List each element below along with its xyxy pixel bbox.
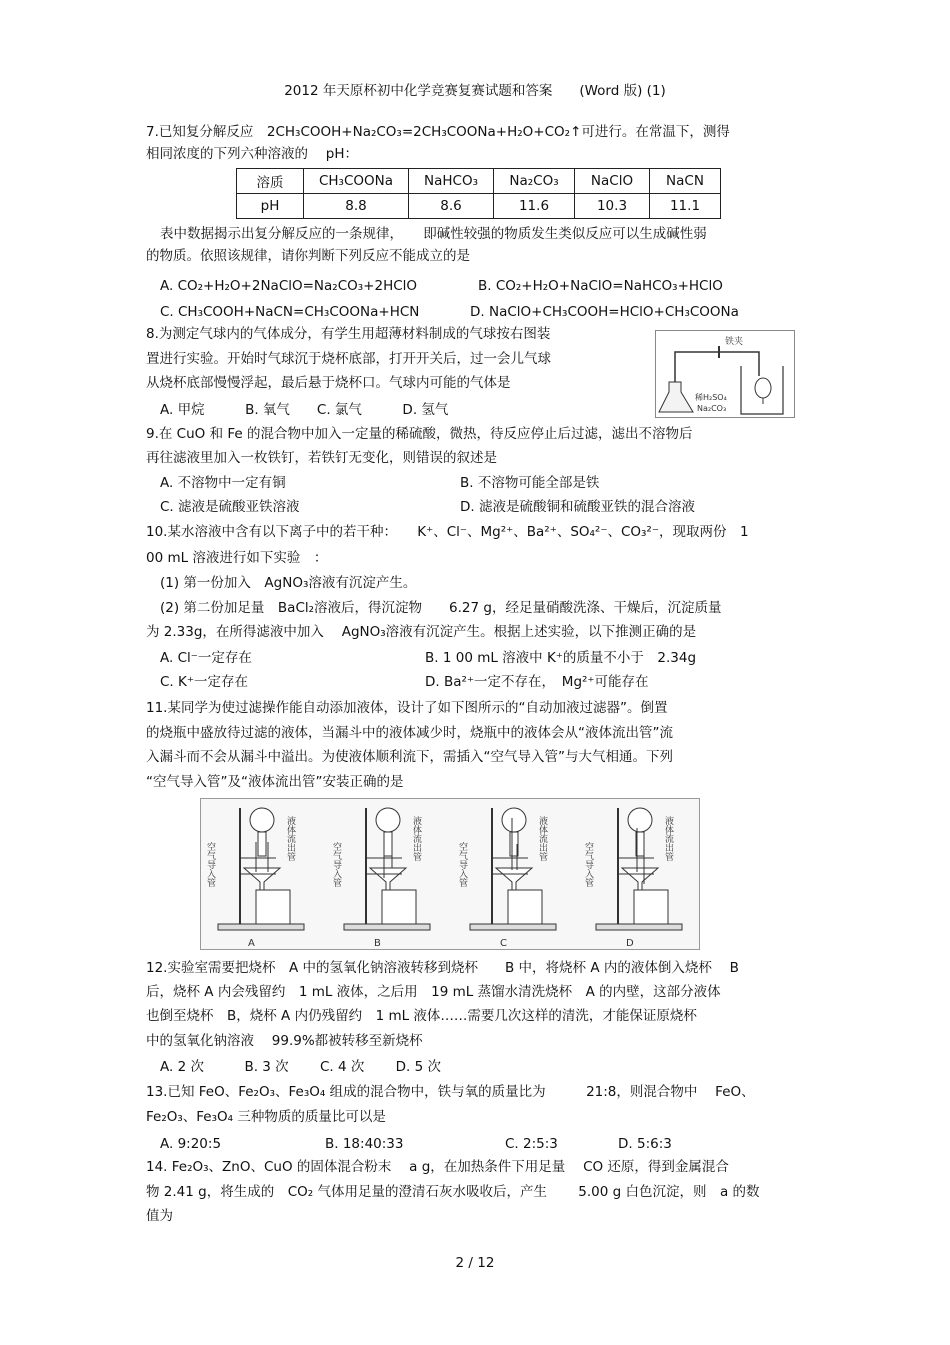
q13-option-b: B. 18:40:33	[325, 1136, 404, 1152]
q12-line2: 后，烧杯 A 内会残留约 1 mL 液体，之后用 19 mL 蒸馏水清洗烧杯 A 的内壁，这部分液体	[146, 984, 721, 1000]
balloon-apparatus-figure	[655, 330, 795, 418]
q8-line3: 从烧杯底部慢慢浮起，最后悬于烧杯口。气球内可能的气体是	[146, 375, 511, 391]
q7-line1: 7.已知复分解反应 2CH₃COOH+Na₂CO₃=2CH₃COONa+H₂O+CO₂↑可进行。在常温下，测得	[146, 124, 730, 140]
panel-label-b: B	[374, 938, 381, 949]
q13-line2: Fe₂O₃、Fe₃O₄ 三种物质的质量比可以是	[146, 1109, 386, 1125]
q10-line1: 10.某水溶液中含有以下离子中的若干种： K⁺、Cl⁻、Mg²⁺、Ba²⁺、SO₄²⁻、CO₃²⁻，现取两份 1	[146, 524, 749, 540]
q7-option-d: D. NaClO+CH₃COOH=HClO+CH₃COONa	[470, 304, 739, 320]
ph-value-cell: 11.1	[650, 194, 721, 219]
q9-option-a: A. 不溶物中一定有铜	[160, 475, 286, 491]
panel-label-c: C	[500, 938, 507, 949]
q11-line3: 入漏斗而不会从漏斗中溢出。为使液体顺利流下，需插入“空气导入管”与大气相通。下列	[146, 749, 673, 765]
ph-value-cell: 8.8	[304, 194, 409, 219]
ph-header-cell: NaClO	[575, 169, 650, 194]
q11-line1: 11.某同学为使过滤操作能自动添加液体，设计了如下图所示的“自动加液过滤器”。倒置	[146, 700, 668, 716]
panel-label-d: D	[626, 938, 634, 949]
ph-value-cell: pH	[237, 194, 304, 219]
page-header: 2012 年天原杯初中化学竞赛复赛试题和答案 (Word 版) (1)	[284, 83, 666, 99]
q13-option-d: D. 5:6:3	[618, 1136, 672, 1152]
ph-value-cell: 10.3	[575, 194, 650, 219]
liquid-tube-label-c: 液体流出管	[537, 816, 547, 861]
liquid-tube-label-b: 液体流出管	[411, 816, 421, 861]
q11-line4: “空气导入管”及“液体流出管”安装正确的是	[146, 774, 404, 790]
ph-table-value-row	[237, 194, 721, 219]
ph-header-cell: CH₃COONa	[304, 169, 409, 194]
salt-label: Na₂CO₃	[697, 404, 727, 413]
q8-line1: 8.为测定气球内的气体成分，有学生用超薄材料制成的气球按右图装	[146, 326, 551, 342]
q10-option-a: A. Cl⁻一定存在	[160, 650, 252, 666]
q10-option-c: C. K⁺一定存在	[160, 674, 248, 690]
q10-line2: 00 mL 溶液进行如下实验 ：	[146, 550, 328, 566]
q7-option-b: B. CO₂+H₂O+NaClO=NaHCO₃+HClO	[478, 278, 723, 294]
q7-line3: 表中数据揭示出复分解反应的一条规律， 即碱性较强的物质发生类似反应可以生成碱性弱	[160, 226, 707, 242]
q7-line4: 的物质。依照该规律，请你判断下列反应不能成立的是	[146, 248, 470, 264]
q12-line4: 中的氢氧化钠溶液 99.9%都被转移至新烧杯	[146, 1033, 423, 1049]
q10-step2b: 为 2.33g，在所得滤液中加入 AgNO₃溶液有沉淀产生。根据上述实验，以下推测正确的是	[146, 624, 697, 640]
q12-line1: 12.实验室需要把烧杯 A 中的氢氧化钠溶液转移到烧杯 B 中，将烧杯 A 内的液体倒入烧杯 B	[146, 960, 739, 976]
q10-option-d: D. Ba²⁺一定不存在， Mg²⁺可能存在	[425, 674, 649, 690]
q14-line3: 值为	[146, 1208, 173, 1224]
q13-option-a: A. 9:20:5	[160, 1136, 222, 1152]
q13-line1: 13.已知 FeO、Fe₂O₃、Fe₃O₄ 组成的混合物中，铁与氧的质量比为 21:8，则混合物中 FeO、	[146, 1084, 755, 1100]
air-tube-label-c: 空气导入管	[457, 842, 467, 887]
iron-clip-label: 铁夹	[725, 337, 744, 347]
q10-option-b: B. 1 00 mL 溶液中 K⁺的质量不小于 2.34g	[425, 650, 697, 666]
q7-line2: 相同浓度的下列六种溶液的 pH：	[146, 146, 359, 162]
ph-table	[236, 168, 721, 219]
ph-header-cell: 溶质	[237, 169, 304, 194]
q13-option-c: C. 2:5:3	[505, 1136, 558, 1152]
acid-label: 稀H₂SO₄	[695, 393, 727, 402]
q9-option-c: C. 滤液是硫酸亚铁溶液	[160, 499, 300, 515]
q12-line3: 也倒至烧杯 B，烧杯 A 内仍残留约 1 mL 液体……需要几次这样的清洗，才能保证原烧杯	[146, 1008, 697, 1024]
q8-line2: 置进行实验。开始时气球沉于烧杯底部，打开开关后，过一会儿气球	[146, 351, 551, 367]
ph-value-cell: 11.6	[494, 194, 575, 219]
q10-step1: (1) 第一份加入 AgNO₃溶液有沉淀产生。	[160, 575, 417, 591]
q9-line1: 9.在 CuO 和 Fe 的混合物中加入一定量的稀硫酸，微热，待反应停止后过滤，滤出不溶物后	[146, 426, 693, 442]
ph-table-header-row	[237, 169, 721, 194]
air-tube-label-a: 空气导入管	[205, 842, 215, 887]
q10-step2a: (2) 第二份加足量 BaCl₂溶液后，得沉淀物 6.27 g，经足量硝酸洗涤、干燥后，沉淀质量	[160, 600, 722, 616]
q7-option-a: A. CO₂+H₂O+2NaClO=Na₂CO₃+2HClO	[160, 278, 418, 294]
air-tube-label-d: 空气导入管	[583, 842, 593, 887]
q11-line2: 的烧瓶中盛放待过滤的液体，当漏斗中的液体减少时，烧瓶中的液体会从“液体流出管”流	[146, 725, 673, 741]
q8-options: A. 甲烷 B. 氧气 C. 氯气 D. 氢气	[160, 402, 449, 418]
ph-header-cell: Na₂CO₃	[494, 169, 575, 194]
ph-header-cell: NaCN	[650, 169, 721, 194]
q7-option-c: C. CH₃COOH+NaCN=CH₃COONa+HCN	[160, 304, 420, 320]
q9-option-b: B. 不溶物可能全部是铁	[460, 475, 600, 491]
ph-value-cell: 8.6	[409, 194, 494, 219]
air-tube-label-b: 空气导入管	[331, 842, 341, 887]
q9-line2: 再往滤液里加入一枚铁钉，若铁钉无变化，则错误的叙述是	[146, 450, 497, 466]
auto-filter-figure	[200, 798, 700, 950]
liquid-tube-label-d: 液体流出管	[663, 816, 673, 861]
q12-options: A. 2 次 B. 3 次 C. 4 次 D. 5 次	[160, 1059, 442, 1075]
q9-option-d: D. 滤液是硫酸铜和硫酸亚铁的混合溶液	[460, 499, 695, 515]
panel-label-a: A	[248, 938, 255, 949]
q14-line2: 物 2.41 g，将生成的 CO₂ 气体用足量的澄清石灰水吸收后，产生 5.00 g 白色沉淀，则 a 的数	[146, 1184, 760, 1200]
page-number: 2 / 12	[455, 1255, 495, 1271]
liquid-tube-label-a: 液体流出管	[285, 816, 295, 861]
q14-line1: 14. Fe₂O₃、ZnO、CuO 的固体混合粉末 a g，在加热条件下用足量 CO 还原，得到金属混合	[146, 1159, 729, 1175]
ph-header-cell: NaHCO₃	[409, 169, 494, 194]
